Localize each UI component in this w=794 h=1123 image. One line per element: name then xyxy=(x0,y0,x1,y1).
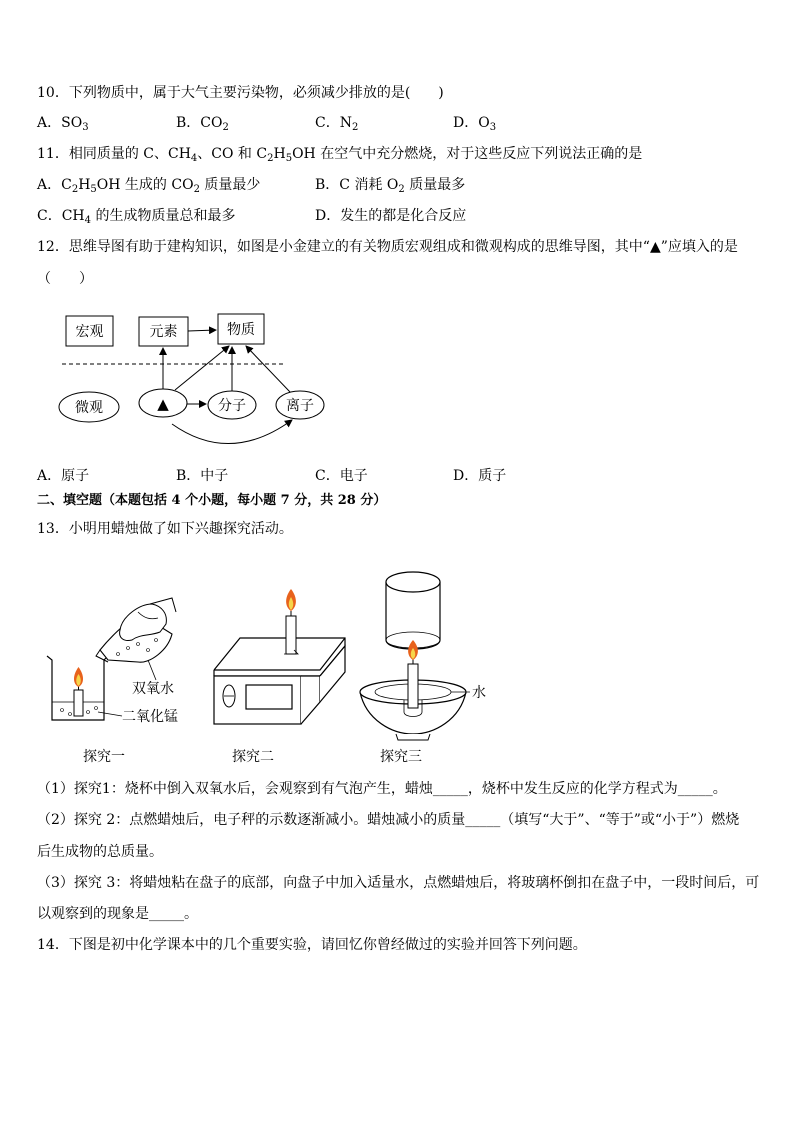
micro-ellipse xyxy=(59,392,119,422)
q13-stem: 13．小明用蜡烛做了如下兴趣探究活动。 xyxy=(37,521,293,537)
macro-label: 宏观 xyxy=(75,324,104,340)
molecule-ellipse xyxy=(208,391,256,419)
h2o2-label: 双氧水 xyxy=(132,681,174,697)
arrow-triangle-to-ion xyxy=(172,420,292,444)
q11-option-a: A．$C_2H_5OH$ 生成的 $CO_2$ 质量最少 xyxy=(37,177,261,195)
q11-stem: 11．相同质量的 C、$CH_4$、CO 和 $C_2H_5OH$ 在空气中充分燃烧，对于这些反应下列说法正确的是 xyxy=(37,146,643,164)
q10-option-b: B．$CO_2$ xyxy=(176,115,229,133)
triangle-placeholder: ▲ xyxy=(157,395,169,413)
q12-option-b: B．中子 xyxy=(176,468,229,484)
q10-option-c: C．$N_2$ xyxy=(315,115,359,133)
substance-label: 物质 xyxy=(227,322,255,338)
arrow-ion-to-substance xyxy=(246,346,290,392)
q14-stem: 14．下图是初中化学课本中的几个重要实验，请回忆你曾经做过的实验并回答下列问题。 xyxy=(37,937,587,953)
section-two-heading: 二、填空题（本题包括 4 个小题，每小题 7 分，共 28 分） xyxy=(37,493,387,508)
q13-part-3-line-1: （3）探究 3：将蜡烛粘在盘子的底部，向盘子中加入适量水，点燃蜡烛后，将玻璃杯倒扣在盘子中，一段时间后，可 xyxy=(37,875,760,891)
q11-option-c: C．$CH_4$ 的生成物质量总和最多 xyxy=(37,208,236,226)
molecule-label: 分子 xyxy=(218,398,246,414)
q12-paren: （ ） xyxy=(37,271,93,287)
q13-part-2-line-1: （2）探究 2：点燃蜡烛后，电子秤的示数逐渐减小。蜡烛减小的质量_____（填写“大于”、“等于”或“小于”）燃烧 xyxy=(37,812,740,828)
q12-stem: 12．思维导图有助于建构知识，如图是小金建立的有关物质宏观组成和微观构成的思维导图，其中“▲”应填入的是 xyxy=(37,239,738,255)
experiment-three-caption: 探究三 xyxy=(380,749,422,765)
element-box xyxy=(139,317,188,346)
q11-option-b: B．C 消耗 $O_2$ 质量最多 xyxy=(315,177,466,195)
q13-part-1: （1）探究1：烧杯中倒入双氧水后，会观察到有气泡产生，蜡烛_____，烧杯中发生反应的化学方程式为_____。 xyxy=(37,781,727,797)
experiment-one-figure xyxy=(47,598,176,720)
mno2-label: 二氧化锰 xyxy=(122,709,178,725)
experiment-one-caption: 探究一 xyxy=(83,749,125,765)
experiment-two-figure xyxy=(214,589,345,724)
substance-box xyxy=(218,314,264,344)
micro-label: 微观 xyxy=(75,400,103,416)
q12-option-d: D．质子 xyxy=(453,468,507,484)
arrow-element-to-substance xyxy=(188,330,216,331)
q13-part-2-line-2: 后生成物的总质量。 xyxy=(37,844,163,860)
ion-ellipse xyxy=(276,391,324,419)
experiment-two-caption: 探究二 xyxy=(232,749,274,765)
q10-option-d: D．$O_3$ xyxy=(453,115,497,133)
q10-option-a: A．$SO_3$ xyxy=(37,115,89,133)
q13-part-3-line-2: 以观察到的现象是_____。 xyxy=(37,906,198,922)
q12-option-c: C．电子 xyxy=(315,468,368,484)
q10-stem: 10．下列物质中，属于大气主要污染物，必须减少排放的是( ) xyxy=(37,85,444,101)
water-label: 水 xyxy=(472,685,486,701)
arrow-triangle-to-substance xyxy=(175,346,229,390)
triangle-ellipse xyxy=(139,389,187,417)
element-label: 元素 xyxy=(149,324,178,340)
ion-label: 离子 xyxy=(286,398,314,414)
q11-option-d: D．发生的都是化合反应 xyxy=(315,208,467,224)
macro-box xyxy=(66,316,113,346)
experiment-three-figure xyxy=(360,572,470,740)
q12-option-a: A．原子 xyxy=(37,468,90,484)
